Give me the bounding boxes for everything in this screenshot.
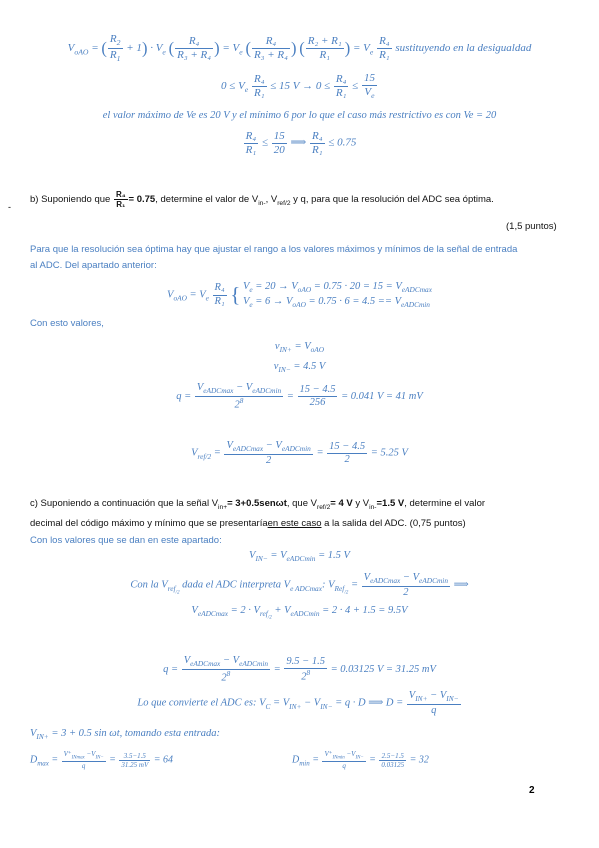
question-b-points: (1,5 puntos) [506,221,557,232]
equation-dmin: $D_{min}$ = $\frac{V^+_{INmin} -V_{IN-}}{q}$ = $\frac{2.5-1.5}{0.03125}$ = 32 [292,750,429,771]
equation-vin-plus: $v_{IN+} = V_{oAO}$ [274,341,325,355]
question-c: c) Suponiendo a continuación que la señal $V_{in+}= 3+0.5sen\omega t$, que $V_{ref/2}= 4$ V y $V_{in-}=1.5$ V, determine el valor decimal del código máximo y mínimo que se presentaríaen este caso a la salida del ADC. (0,75 puntos) [30,498,486,529]
equation-ratio-result: $\frac{\text{R₄}}{\text{R₁}}$ ≤ $\frac{15}{20}$ ⟹ $\frac{\text{R₄}}{\text{R₁}}$ ≤ 0.75 [245,130,357,156]
answer-b-intro: Para que la resolución sea óptima hay que ajustar el rango a los valores máximos y mínimos de la señal de entrada al ADC. Del apartado anterior: [30,244,518,271]
equation-q-b: q = $\frac{V_{eADCmax} - V_{eADCmin}}{2^8}$ = $\frac{15 - 4.5}{256}$ = 0.041 V = 41 mV [176,382,423,411]
equation-vin-minus-c: $V_{IN-} = V_{eADCmin} = 1.5$ V [249,550,350,564]
equation-q-c: q = $\frac{V_{eADCmax} - V_{eADCmin}}{2^8}$ = $\frac{9.5 - 1.5}{2^8}$ = 0.03125 V = 31.25 mV [163,655,436,684]
equation-vref-b: $V_{ref/2}$ = $\frac{V_{eADCmax} - V_{eADCmin}}{2}$ = $\frac{15 - 4.5}{2}$ = 5.25 V [191,440,408,466]
equation-input-signal: $V_{IN+} = 3 + 0.5$ sin ωt, tomando esta entrada: [30,728,220,742]
equation-voao-derivation: $V_{oAO}$ = ( $\frac{R_2}{R_1}$ + $1) \cdot V_e$ ( $\frac{\text{R₄}}{\text{R₃ + R₄}}$ ) = $V_e$ ( $\frac{\text{R₄}}{\text{R₃ + R₄}}$ ) ( $\frac{\text{R₂ + R₁}}{\text{R₁}}$ ) = $V_e$ $\frac{\text{R₄}}{\text{R₁}}$ sustituyendo en la desigualdad [67,33,532,64]
answer-b-values-intro: Con esto valores, [30,318,104,329]
page-number: 2 [529,785,535,796]
equation-adc-conversion: Lo que convierte el ADC es: $V_C = V_{IN+} - V_{IN-} = q \cdot D$ ⟹ D = $\frac{V_{IN+} - V_{IN-}}{q}$ [137,690,459,716]
equation-dmax: $D_{max}$ = $\frac{V^+_{INmax} -V_{IN-}}{q}$ = $\frac{3.5-1.5}{31.25 mV}$ = 64 [30,750,173,771]
equation-inequality: $0 \le V_e$ $\frac{\text{R₄}}{\text{R₁}}$ ≤ 15 V → 0 ≤ $\frac{\text{R₄}}{\text{R₁}}$ ≤ $\frac{15}{V_e}$ [221,72,375,100]
answer-c-intro: Con los valores que se dan en este apartado: [30,535,222,546]
question-b: b) Suponiendo que $\frac{\text{R₄}}{\text{R₁}}$ = 0.75, determine el valor de $V_{in-}$, $V_{ref/2}$ y q, para que la resolución del ADC sea óptima. [30,190,494,210]
equation-ve-cases: $V_{oAO} = V_e$ $\frac{\text{R₄}}{\text{R₁}}$ { $V_e = 20 \to V_{oAO} = 0.75 \cdot 20 = 15 = V_{eADCmax}$ $V_e = 6 \to V_{oAO} = 0.75 \cdot 6 = 4.5 == V_{eADCmin}$ [167,281,432,310]
bullet-mark: - [8,202,11,212]
equation-restrictive-case: el valor máximo de Ve es 20 V y el mínimo 6 por lo que el caso más restrictivo es con Ve = 20 [102,110,497,121]
equation-veadcmax-c: $V_{eADCmax} = 2 \cdot V_{ref_{/2}} + V_{eADCmin} = 2 \cdot 4 + 1.5 = 9.5V$ [191,605,408,621]
equation-vin-minus: $v_{IN-} = 4.5$ V [273,361,326,375]
equation-vref-interpretation: Con la $V_{ref_{/2}}$ dada el ADC interpreta $V_{e ADCmax}$: $V_{Ref_{/2}}$ = $\frac{V_{eADCmax} - V_{eADCmin}}{2}$ ⟹ [130,572,469,598]
